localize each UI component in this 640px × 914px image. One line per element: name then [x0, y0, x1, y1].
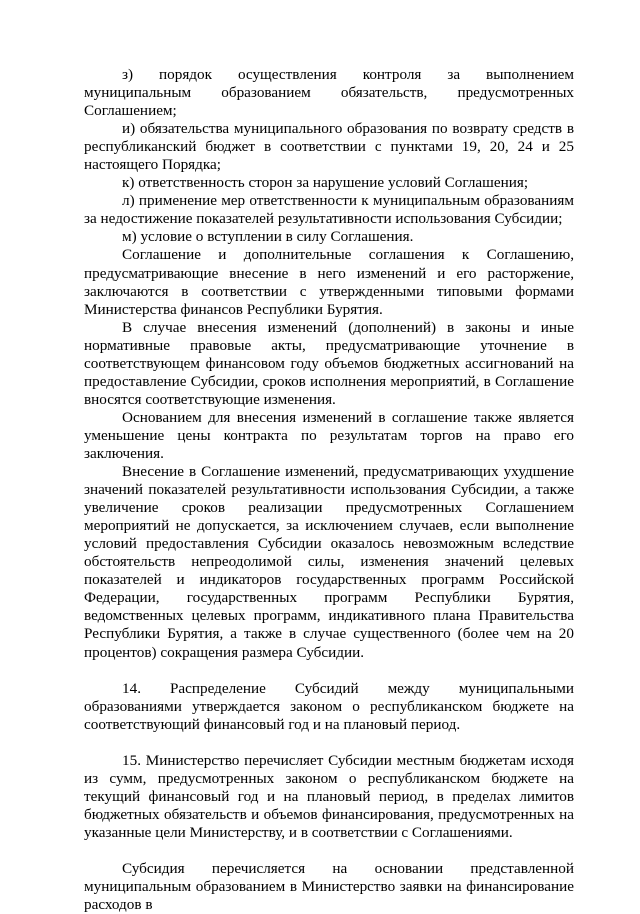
paragraph-item-k: к) ответственность сторон за нарушение условий Соглашения; [122, 174, 529, 192]
paragraph-item-m: м) условие о вступлении в силу Соглашения. [122, 228, 414, 246]
paragraph-restrictions: Внесение в Соглашение изменений, предусматривающих ухудшение значений показателей результативности использования Субсидии, а также увеличение сроков реализации предусмотренных Соглашением мероприятий не допускается, за исключением случаев, если выполнение условий предоставления Субсидии оказалось невозможным вследствие обстоятельств непреодолимой силы, изменения значений целевых показателей и индикаторов государственных программ Российской Федерации, государственных программ Республики Бурятия, ведомственных целевых программ, индикативного плана Правительства Республики Бурятия, а также в случае существенного (более чем на 20 процентов) сокращения размера Субсидии. [84, 463, 574, 661]
paragraph-agreement-forms: Соглашение и дополнительные соглашения к Соглашению, предусматривающие внесение в него изменений и его расторжение, заключаются в соответствии с утвержденными типовыми формами Министерства финансов Республики Бурятия. [84, 246, 574, 318]
paragraph-contract-price: Основанием для внесения изменений в соглашение также является уменьшение цены контракта по результатам торгов на право его заключения. [84, 408, 574, 462]
paragraph-item-l: л) применение мер ответственности к муниципальным образованиям за недостижение показателей результативности использования Субсидии; [84, 192, 574, 228]
document-body [84, 66, 574, 914]
paragraph-transfer-basis: Субсидия перечисляется на основании представленной муниципальным образованием в Министерство заявки на финансирование расходов в [84, 859, 574, 914]
paragraph-section-14: 14. Распределение Субсидий между муниципальными образованиями утверждается законом о республиканском бюджете на соответствующий финансовый год и на плановый период. [84, 679, 574, 733]
paragraph-section-15: 15. Министерство перечисляет Субсидии местным бюджетам исходя из сумм, предусмотренных законом о республиканском бюджете на текущий финансовый год и на плановый период, в пределах лимитов бюджетных обязательств и объемов финансирования, предусмотренных на указанные цели Министерству, и в соответствии с Соглашениями. [84, 751, 574, 841]
paragraph-item-i: и) обязательства муниципального образования по возврату средств в республиканский бюджет в соответствии с пунктами 19, 20, 24 и 25 настоящего Порядка; [84, 120, 574, 174]
paragraph-item-z: з) порядок осуществления контроля за выполнением муниципальным образованием обязательств, предусмотренных Соглашением; [84, 66, 574, 120]
paragraph-amendments: В случае внесения изменений (дополнений) в законы и иные нормативные правовые акты, предусматривающие уточнение в соответствующем финансовом году объемов бюджетных ассигнований на предоставление Субсидии, сроков исполнения мероприятий, в Соглашение вносятся соответствующие изменения. [84, 318, 574, 408]
